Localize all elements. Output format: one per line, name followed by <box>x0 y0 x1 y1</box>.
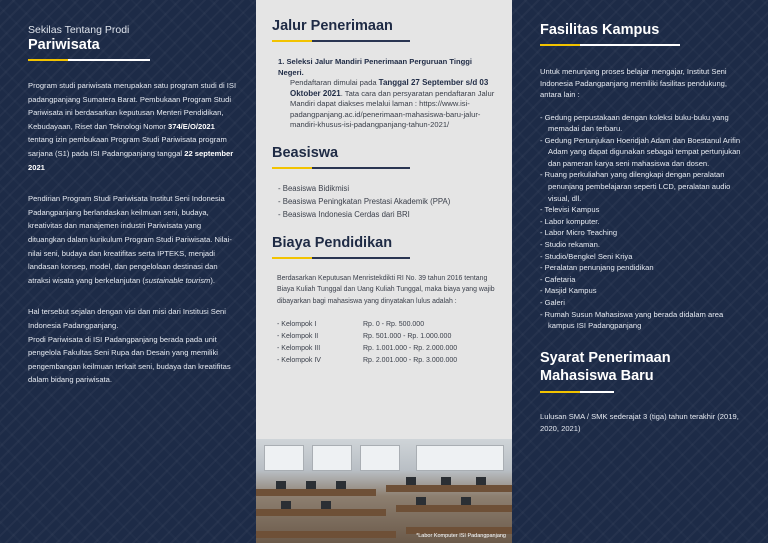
bold-segment: 22 september 2021 <box>28 148 234 172</box>
list-item: - Rumah Susun Mahasiswa yang berada didalam area kampus ISI Padangpanjang <box>540 309 724 331</box>
list-item: - Ruang perkuliahan yang dilengkapi dengan peralatan penunjang pembelajaran seperti LCD, peralatan audio visual, dll. <box>540 170 731 203</box>
list-item: - Labor komputer. <box>540 216 600 226</box>
jalur-date: Tanggal 27 September s/d 03 Oktober 2021 <box>290 78 489 98</box>
middle-panel <box>256 0 512 543</box>
list-item: - Gedung perpustakaan dengan koleksi buku-buku yang memadai dan terbaru. <box>540 112 729 134</box>
biaya-pendidikan-title: Biaya Pendidikan <box>272 234 393 251</box>
table-row <box>277 356 457 368</box>
fee-group: - Kelompok I <box>277 321 317 328</box>
section-title-pariwisata: Pariwisata <box>28 37 100 53</box>
pendirian-paragraph: Pendirian Program Studi Pariwisata Institut Seni Indonesia Padangpanjang berlandaskan keilmuan seni, budaya, kreativitas dan manajemen industri Pariwisata yang dituangkan dalam kurikulum Program Studi Pariwisata. Nilai-nilai seni, budaya dan kreatifitas serta IPTEKS, menjadi landasan konsep, model, dan pengelolaan destinasi dan atraksi wisata yang berkelanjutan (sustainable tourism). <box>28 194 232 285</box>
beasiswa-title: Beasiswa <box>272 144 339 161</box>
section-kicker: Sekilas Tentang Prodi <box>28 24 130 36</box>
jalur-mandiri-item <box>272 57 496 131</box>
fasilitas-kampus-title: Fasilitas Kampus <box>540 22 660 38</box>
list-item: - Beasiswa Bidikmisi <box>278 183 350 193</box>
fee-table <box>277 320 457 368</box>
jalur-mandiri-text: Pendaftaran dimulai pada Tanggal 27 September s/d 03 Oktober 2021. Tata cara dan persyaratan pendaftaran Jalur Mandiri dapat diakses melalui laman : https://www.isi-padangpanjang.ac.id/penerimaan-mahasiswa-baru-jalur-mandiri-khusus-isi-padangpanjang-tahun-2021/ <box>290 78 495 129</box>
beasiswa-list <box>272 182 496 221</box>
list-item: - Labor Micro Teaching <box>540 228 618 238</box>
photo-caption: *Labor Komputer ISI Padangpanjang <box>416 533 506 539</box>
right-panel <box>512 0 768 543</box>
left-panel <box>0 0 256 543</box>
table-row <box>277 332 457 344</box>
syarat-text: Lulusan SMA / SMK sederajat 3 (tiga) tahun terakhir (2019, 2020, 2021) <box>540 411 739 433</box>
list-item: - Beasiswa Peningkatan Prestasi Akademik (PPA) <box>278 196 451 206</box>
list-item: - Studio/Bengkel Seni Kriya <box>540 251 633 261</box>
fasilitas-intro: Untuk menunjang proses belajar mengajar, Institut Seni Indonesia Padangpanjang memiliki fasilitas pendukung, antara lain : <box>540 67 728 99</box>
fee-range: Rp. 2.001.000 - Rp. 3.000.000 <box>363 357 458 364</box>
fee-group: - Kelompok IV <box>277 357 321 364</box>
list-item: - Galeri <box>540 298 565 307</box>
list-item: - Studio rekaman. <box>540 240 600 250</box>
title-underline <box>28 59 240 61</box>
jalur-underline <box>272 40 496 42</box>
list-item: - Cafetaria <box>540 274 576 284</box>
table-row <box>277 344 457 356</box>
syarat-penerimaan-title: Syarat Penerimaan Mahasiswa Baru <box>540 349 671 384</box>
list-item: - Gedung Pertunjukan Hoeridjah Adam dan Boestanul Arifin Adam yang dapat digunakan sebagai tempat pertunjukan dan pameran karya seni mahasiswa dan dosen. <box>540 135 741 168</box>
visi-misi-paragraph: Hal tersebut sejalan dengan visi dan misi dari Institusi Seni Indonesia Padangpanjang. Prodi Pariwisata di ISI Padangpanjang berada pada unit pengelola Fakultas Seni Rupa dan Desain yang memiliki pengembangan keilmuan terkait seni, budaya dan kreatifitas dalam bidang pariwisata. <box>28 307 231 385</box>
facility-list <box>540 112 750 332</box>
list-item: - Peralatan penunjang pendidikan <box>540 263 654 273</box>
list-item: - Masjid Kampus <box>540 286 597 296</box>
table-row <box>277 320 457 332</box>
jalur-mandiri-heading: 1. Seleksi Jalur Mandiri Penerimaan Perguruan Tinggi Negeri. <box>278 57 472 77</box>
biaya-intro: Berdasarkan Keputusan Menristekdikti RI No. 39 tahun 2016 tentang Biaya Kuliah Tunggal dan Uang Kuliah Tunggal, maka biaya yang wajib dibayarkan bagi mahasiswa yang dinyatakan lulus adalah : <box>277 274 495 305</box>
fee-group: - Kelompok II <box>277 333 319 340</box>
fee-range: Rp. 501.000 - Rp. 1.000.000 <box>363 333 452 340</box>
list-item: - Televisi Kampus <box>540 205 600 215</box>
syarat-underline <box>540 391 750 393</box>
list-item: - Beasiswa Indonesia Cerdas dari BRI <box>278 209 410 219</box>
text-segment: tentang izin pembukaan Program Studi Pariwisata program sarjana (S1) pada ISI Padangpanjang tanggal <box>28 135 227 158</box>
jalur-penerimaan-title: Jalur Penerimaan <box>272 18 393 34</box>
text-segment: Program studi pariwisata merupakan satu program studi di ISI padangpanjang Sumatera Barat. Pembukaan Program Studi Pariwisata ini berdasarkan keputusan Menteri Pendidikan, Kebudayaan, Riset dan Teknologi Nomor <box>28 81 237 131</box>
fasilitas-underline <box>540 44 750 46</box>
bold-segment: 374/E/O/2021 <box>168 121 215 131</box>
fee-range: Rp. 1.001.000 - Rp. 2.000.000 <box>363 345 458 352</box>
fee-range: Rp. 0 - Rp. 500.000 <box>363 321 425 328</box>
fee-group: - Kelompok III <box>277 345 321 352</box>
intro-paragraph <box>28 79 240 174</box>
beasiswa-underline <box>272 167 496 169</box>
computer-lab-photo <box>256 439 512 543</box>
biaya-underline <box>272 257 496 259</box>
